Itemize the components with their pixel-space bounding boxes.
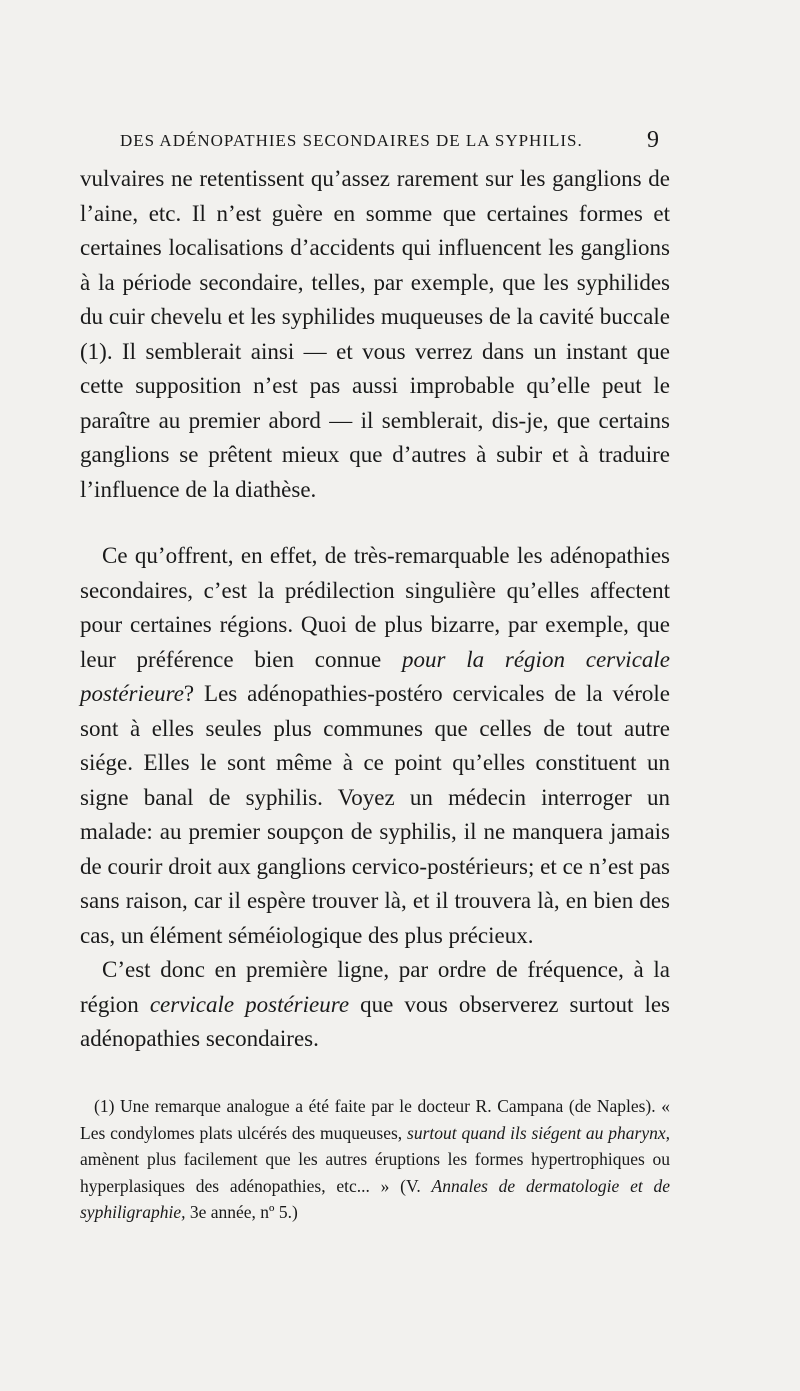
running-header (120, 127, 660, 153)
footnote-italic-1: surtout quand ils siégent au pharynx, (407, 1122, 670, 1143)
footnote (80, 1093, 670, 1226)
footnote-part-1: (1) Une remarque analogue a été faite par le docteur R. Campana (de Naples). « Les condylomes plats ulcérés des muqueuses, (80, 1096, 670, 1143)
footnote-part-3: 3e année, nº 5.) (185, 1202, 298, 1222)
main-text (80, 162, 670, 1057)
paragraph-2-part-2: ? Les adénopathies-postéro cervicales de la vérole sont à elles seules plus communes que celles de tout autre siége. Elles le sont même à ce point qu’elles constituent un signe banal de syphilis. Voyez un médecin interroger un malade: au premier soupçon de syphilis, il ne manquera jamais de courir droit aux ganglions cervico-postérieurs; et ce n’est pas sans raison, car il espère trouver là, et il trouvera là, en bien des cas, un élément séméiologique des plus précieux. (80, 681, 670, 948)
paragraph-3-italic: cervicale postérieure (149, 991, 350, 1017)
paragraph-1: vulvaires ne retentissent qu’assez rarement sur les ganglions de l’aine, etc. Il n’est guère en somme que certaines formes et certaines localisations d’accidents qui influencent les ganglions à la période secondaire, telles, par exemple, que les syphilides du cuir chevelu et les syphilides muqueuses de la cavité buccale (1). Il semblerait ainsi — et vous verrez dans un instant que cette supposition n’est pas aussi improbable qu’elle peut le paraître au premier abord — il semblerait, dis-je, que certains ganglions se prêtent mieux que d’autres à subir et à traduire l’influence de la diathèse. (80, 166, 670, 502)
footnote-part-2: amènent plus facilement que les autres éruptions les formes hypertrophiques ou hyperplasiques des adénopathies, etc... » (V. (80, 1149, 670, 1196)
paragraph-3-part-1: C’est donc en première ligne, par ordre de fréquence, à la région (80, 957, 670, 1017)
running-title: DES ADÉNOPATHIES SECONDAIRES DE LA SYPHILIS. (120, 131, 583, 150)
paragraph-2 (80, 539, 670, 953)
paragraph-3 (80, 953, 670, 1057)
paragraph-2-italic: pour la région cervicale postérieure (80, 646, 671, 706)
page-number: 9 (647, 127, 660, 153)
footnote-italic-2: Annales de dermatologie et de syphiligraphie, (80, 1175, 670, 1222)
paragraph-3-part-2: que vous observerez surtout les adénopathies secondaires. (80, 991, 670, 1051)
paragraph-2-part-1: Ce qu’offrent, en effet, de très-remarquable les adénopathies secondaires, c’est la prédilection singulière qu’elles affectent pour certaines régions. Quoi de plus bizarre, par exemple, que leur préférence bien connue (80, 543, 670, 672)
